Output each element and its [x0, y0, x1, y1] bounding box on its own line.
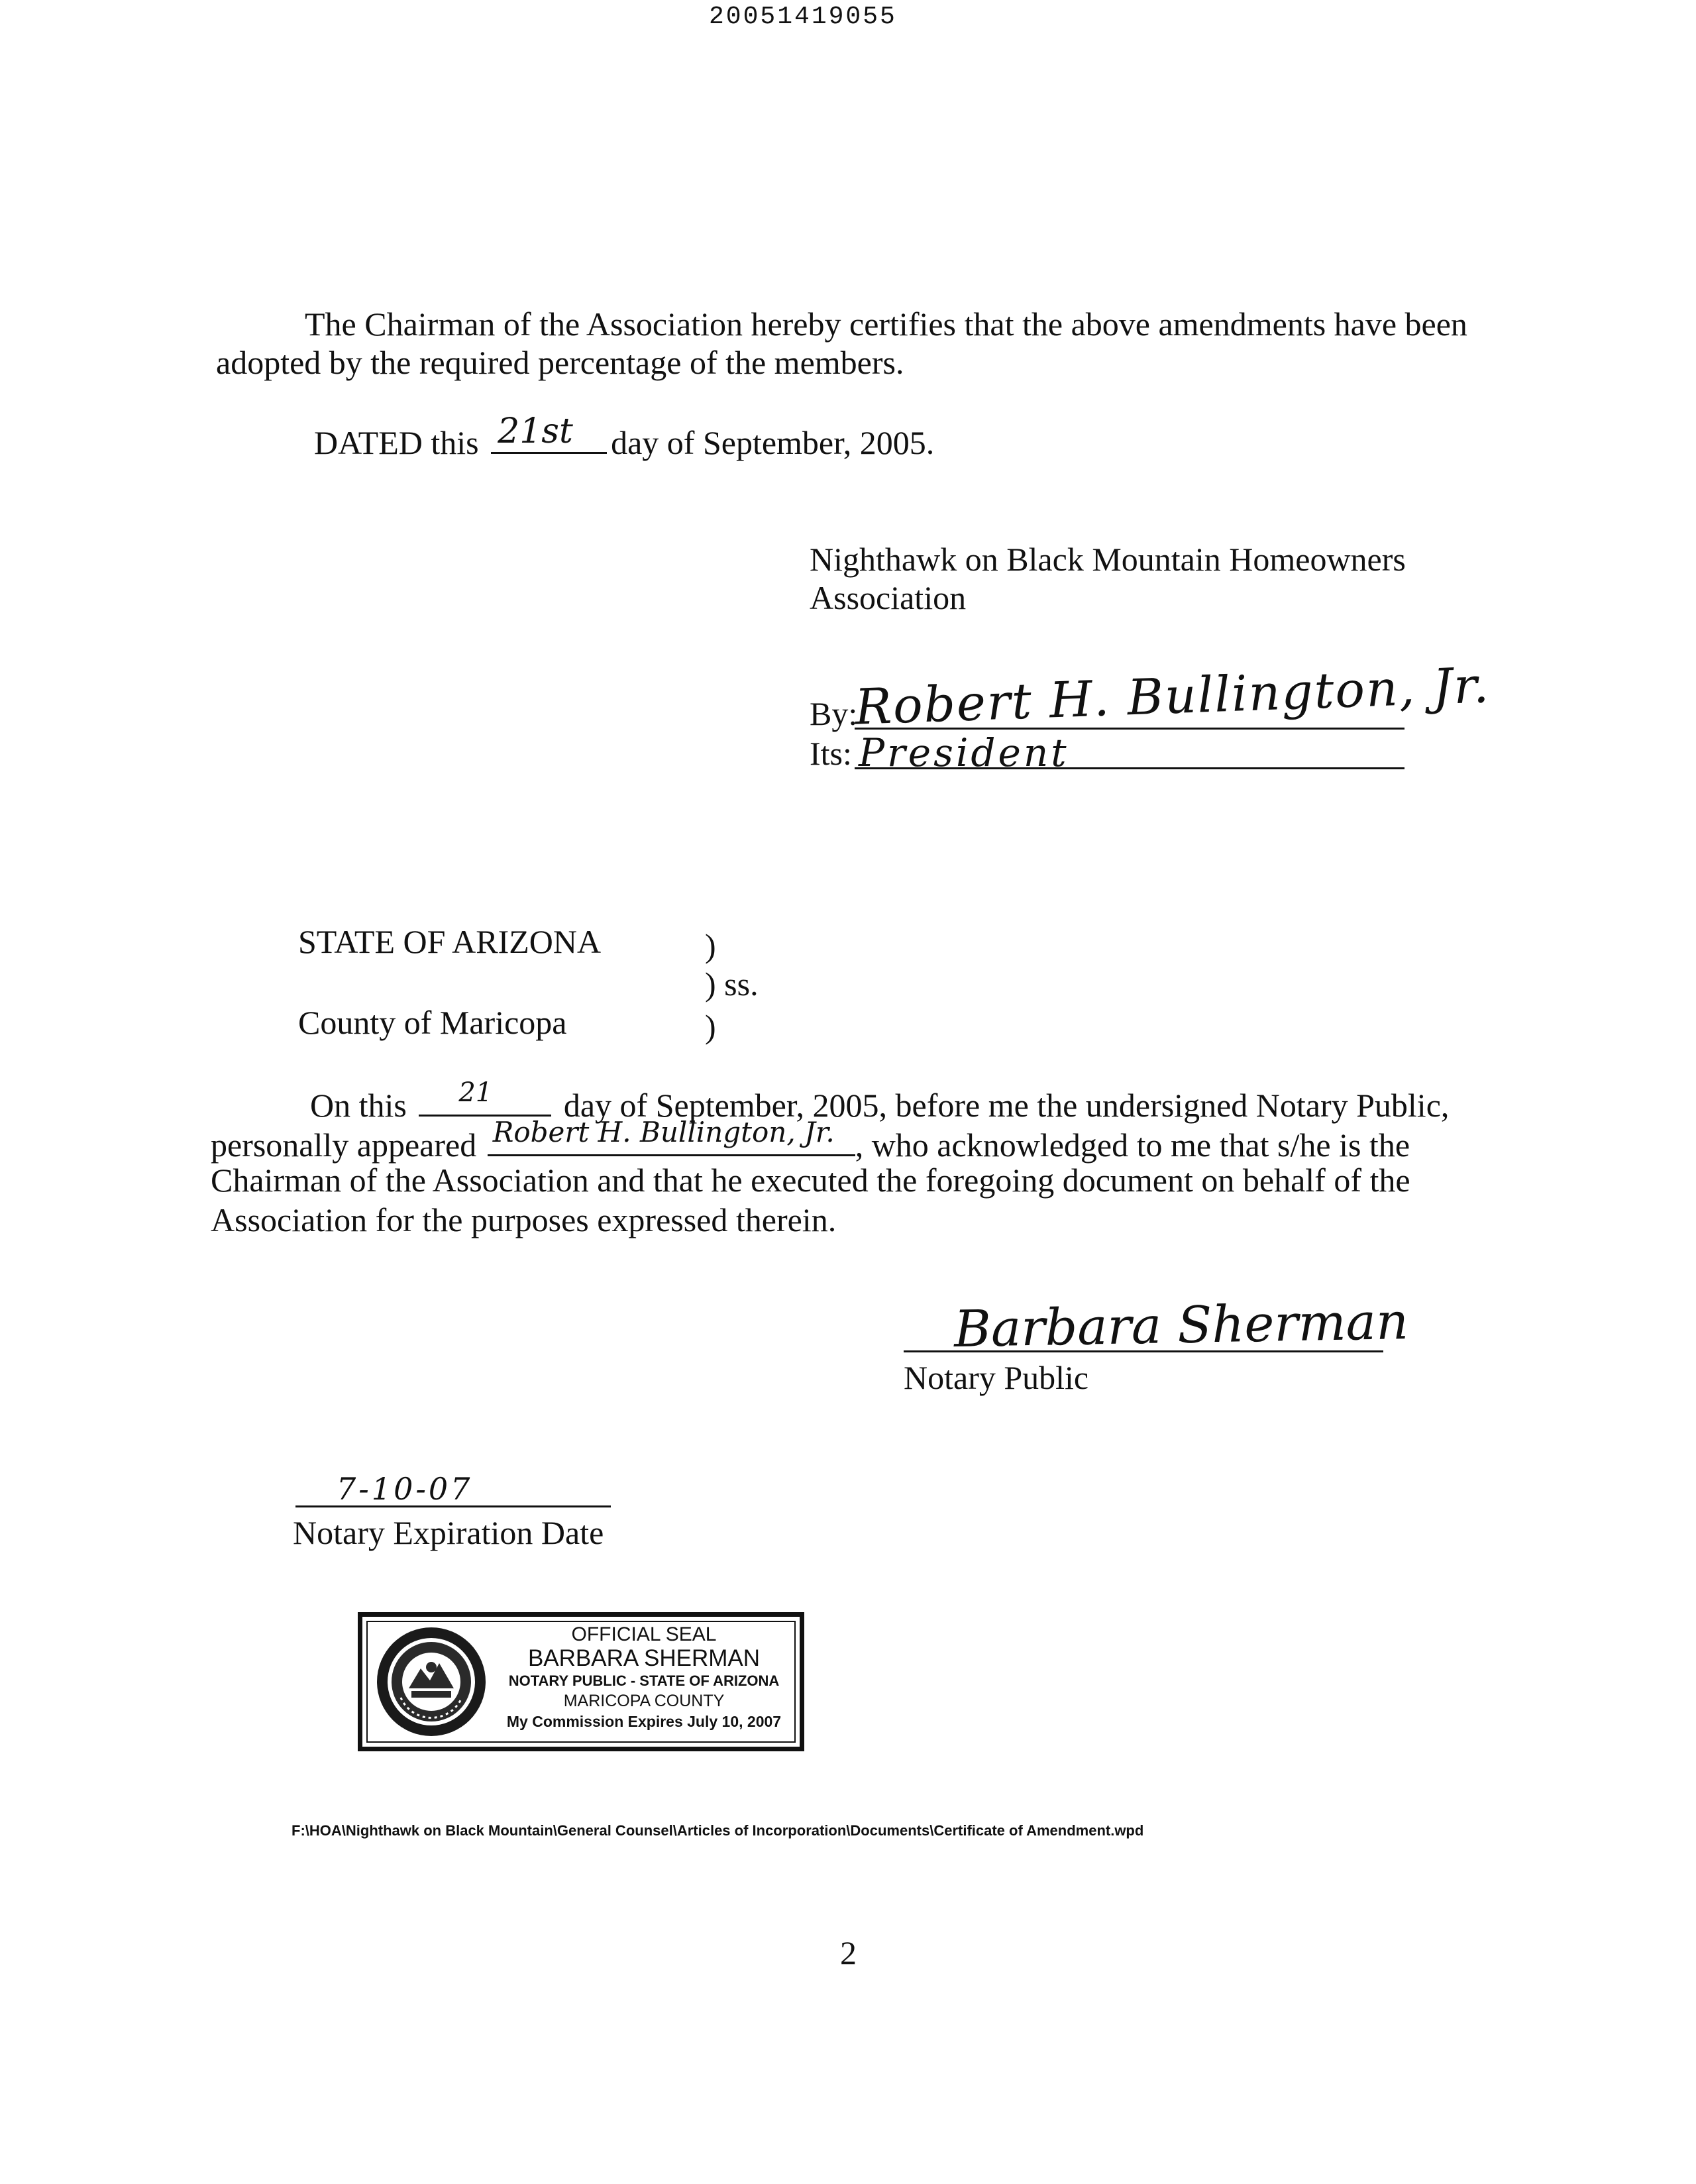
notary-expiration-handwritten: 7-10-07 — [337, 1471, 473, 1507]
org-name-line-2: Association — [810, 579, 967, 616]
venue-ss: ) ss. — [705, 965, 759, 1003]
seal-notary-name: BARBARA SHERMAN — [527, 1645, 761, 1671]
venue-paren-top: ) — [705, 927, 716, 964]
notary-public-label: Notary Public — [904, 1359, 1089, 1396]
file-path-footer: F:\HOA\Nighthawk on Black Mountain\General Counsel\Articles of Incorporation\Documents\Certificate of Amendment.wpd — [292, 1822, 1144, 1839]
ack-day-handwritten: 21 — [458, 1077, 493, 1108]
ack-personally-appeared: personally appeared — [211, 1126, 477, 1164]
ack-line-1-suffix: day of September, 2005, before me the undersigned Notary Public, — [563, 1087, 1450, 1124]
dated-day-handwritten: 21st — [498, 411, 573, 451]
arizona-seal-emblem — [374, 1625, 488, 1739]
venue-paren-bottom: ) — [705, 1008, 716, 1045]
ack-line-2-suffix: , who acknowledged to me that s/he is the — [855, 1126, 1410, 1164]
ack-line-3: Chairman of the Association and that he executed the foregoing document on behalf of the — [211, 1162, 1410, 1199]
certification-line-1: The Chairman of the Association hereby certifies that the above amendments have been — [305, 305, 1467, 343]
its-label: Its: — [810, 735, 852, 772]
seal-notary-state: NOTARY PUBLIC - STATE OF ARIZONA — [508, 1672, 780, 1689]
certification-line-2: adopted by the required percentage of the members. — [216, 344, 904, 381]
page-number: 2 — [840, 1934, 857, 1971]
org-name-line-1: Nighthawk on Black Mountain Homeowners — [810, 541, 1406, 578]
official-seal-stamp — [358, 1612, 804, 1751]
notary-signature: Barbara Sherman — [953, 1291, 1409, 1358]
ack-line-2 — [211, 1116, 1410, 1164]
dated-suffix: day of September, 2005. — [611, 424, 935, 461]
ack-line-1 — [310, 1077, 1450, 1124]
ack-on-this: On this — [310, 1087, 407, 1124]
ack-day-blank — [419, 1077, 551, 1117]
venue-state: STATE OF ARIZONA — [298, 923, 602, 960]
its-value-handwritten: President — [859, 730, 1069, 775]
by-label: By: — [810, 695, 858, 732]
dated-prefix: DATED this — [314, 424, 479, 461]
venue-county: County of Maricopa — [298, 1004, 567, 1041]
ack-name-handwritten: Robert H. Bullington, Jr. — [492, 1116, 835, 1148]
ack-line-4: Association for the purposes expressed therein. — [211, 1201, 837, 1238]
dated-line — [314, 411, 935, 462]
notary-expiration-line — [295, 1505, 611, 1507]
seal-commission-expires: My Commission Expires July 10, 2007 — [506, 1713, 782, 1730]
seal-text — [495, 1623, 793, 1732]
by-signature: Robert H. Bullington, Jr. — [853, 657, 1491, 736]
ack-name-blank — [488, 1116, 855, 1156]
seal-county: MARICOPA COUNTY — [563, 1692, 725, 1710]
document-number: 20051419055 — [709, 3, 897, 31]
seal-title: OFFICIAL SEAL — [571, 1623, 717, 1645]
notary-expiration-label: Notary Expiration Date — [293, 1514, 604, 1551]
dated-day-blank — [491, 411, 607, 454]
